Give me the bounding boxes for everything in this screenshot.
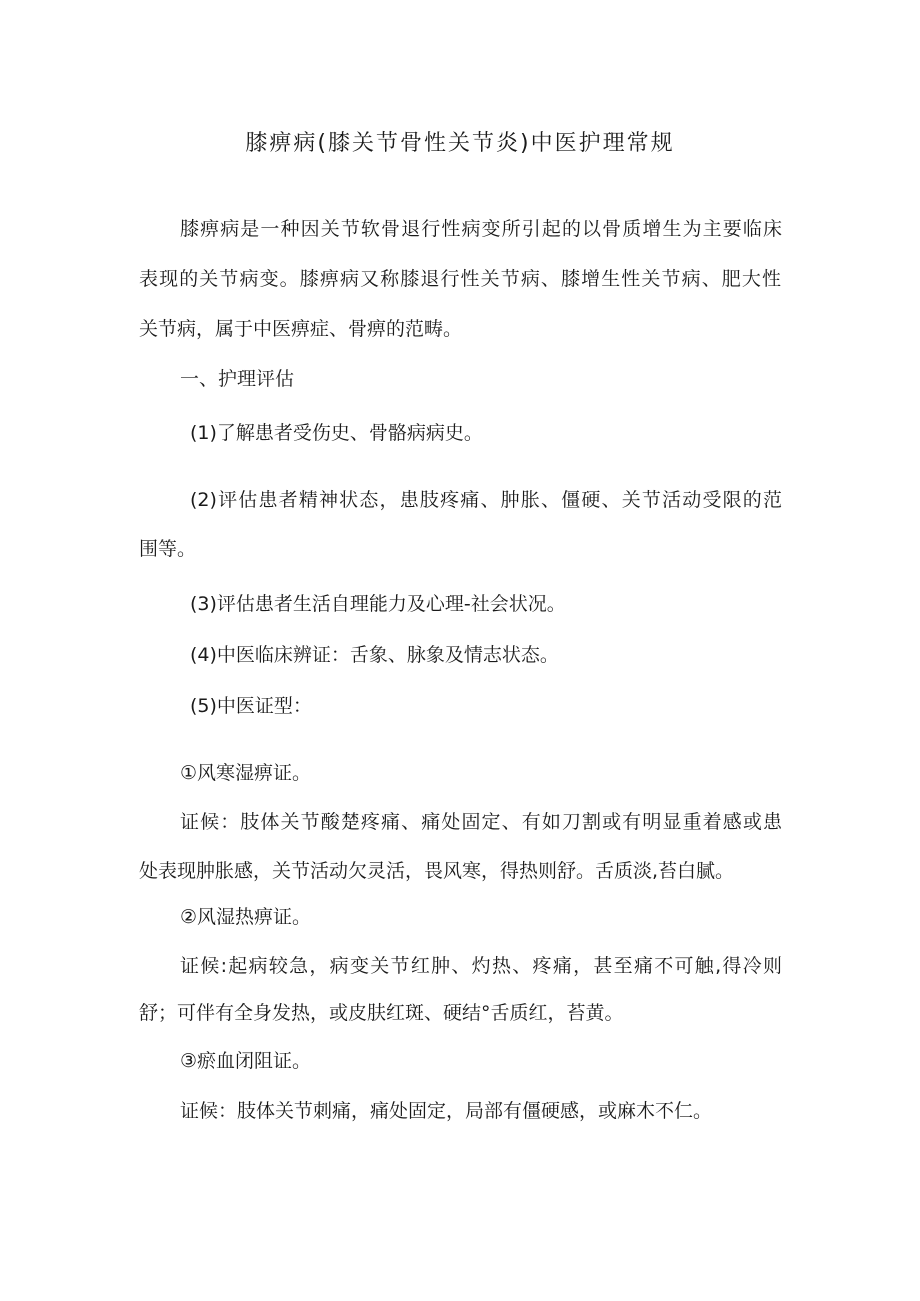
assessment-item-1: (1)了解患者受伤史、骨骼病病史。 [190,422,483,444]
assessment-item-5: (5)中医证型： [190,695,312,717]
intro-line-3: 关节病，属于中医痹症、骨痹的范畴。 [139,318,463,340]
syndrome-1-line-1: 证候：肢体关节酸楚疼痛、痛处固定、有如刀割或有明显重着感或患 [180,811,782,833]
intro-line-2: 表现的关节病变。膝痹病又称膝退行性关节病、膝增生性关节病、肥大性 [139,268,781,290]
syndrome-2-name: ②风湿热痹证。 [180,906,312,928]
syndrome-1-name: ①风寒湿痹证。 [180,762,312,784]
syndrome-3-line-1: 证候：肢体关节刺痛，痛处固定，局部有僵硬感，或麻木不仁。 [180,1100,713,1122]
syndrome-3-name: ③瘀血闭阻证。 [180,1050,312,1072]
syndrome-1-line-2: 处表现肿胀感，关节活动欠灵活，畏风寒，得热则舒。舌质淡,苔白腻。 [139,860,735,882]
assessment-item-2-line-2: 围等。 [139,538,197,560]
assessment-item-2-line-1: (2)评估患者精神状态，患肢疼痛、肿胀、僵硬、关节活动受限的范 [190,489,782,511]
page-title: 膝痹病(膝关节骨性关节炎)中医护理常规 [245,131,675,156]
assessment-item-3: (3)评估患者生活自理能力及心理-社会状况。 [190,593,566,615]
syndrome-2-line-1: 证候:起病较急，病变关节红肿、灼热、疼痛，甚至痛不可触,得冷则 [180,955,782,977]
intro-line-1: 膝痹病是一种因关节软骨退行性病变所引起的以骨质增生为主要临床 [180,218,782,240]
syndrome-2-line-2: 舒；可伴有全身发热，或皮肤红斑、硬结°舌质红，苔黄。 [139,1002,624,1024]
assessment-item-4: (4)中医临床辨证：舌象、脉象及情志状态。 [190,644,559,666]
section-heading-assessment: 一、护理评估 [180,368,295,390]
